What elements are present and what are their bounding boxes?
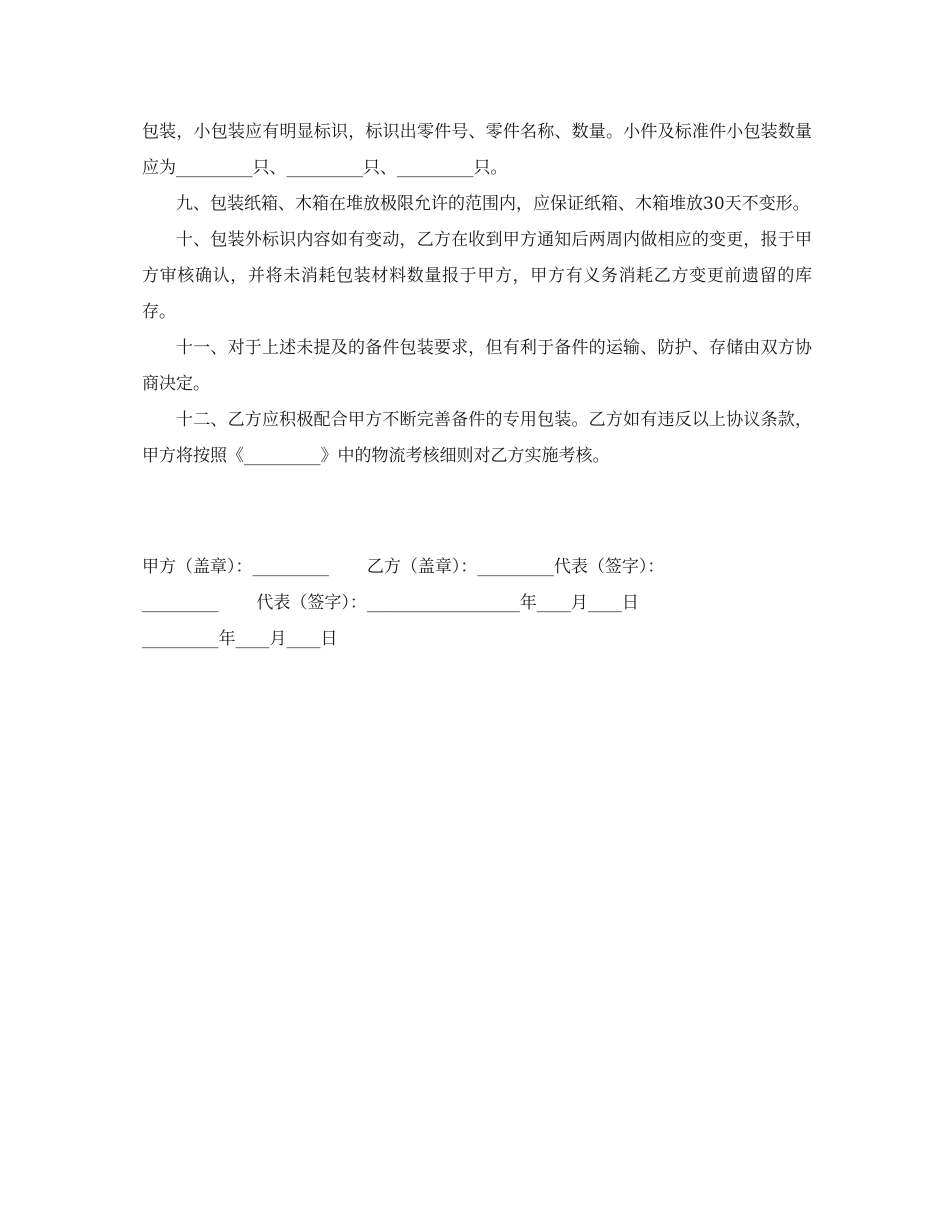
paragraph-clause-9: 九、包装纸箱、木箱在堆放极限允许的范围内，应保证纸箱、木箱堆放30天不变形。 (176, 194, 810, 214)
paragraph-clause-11: 十一、对于上述未提及的备件包装要求，但有利于备件的运输、防护、存储由双方协商决定。 (142, 338, 812, 394)
document-body (142, 114, 812, 474)
signature-line-2: _________ 代表（签字）：__________________年____月____日 (142, 593, 639, 613)
paragraph-clause-10: 十、包装外标识内容如有变动，乙方在收到甲方通知后两周内做相应的变更，报于甲方审核确认，并将未消耗包装材料数量报于甲方，甲方有义务消耗乙方变更前遗留的库存。 (142, 230, 812, 322)
paragraph-packaging-label: 包装，小包装应有明显标识，标识出零件号、零件名称、数量。小件及标准件小包装数量应为_________只、_________只、_________只。 (142, 122, 812, 178)
signature-block (142, 549, 822, 657)
signature-line-1: 甲方（盖章）：_________ 乙方（盖章）：_________代表（签字）： (142, 557, 665, 577)
paragraph-clause-12: 十二、乙方应积极配合甲方不断完善备件的专用包装。乙方如有违反以上协议条款，甲方将按照《_________》中的物流考核细则对乙方实施考核。 (142, 410, 812, 466)
signature-line-3: _________年____月____日 (142, 629, 338, 649)
